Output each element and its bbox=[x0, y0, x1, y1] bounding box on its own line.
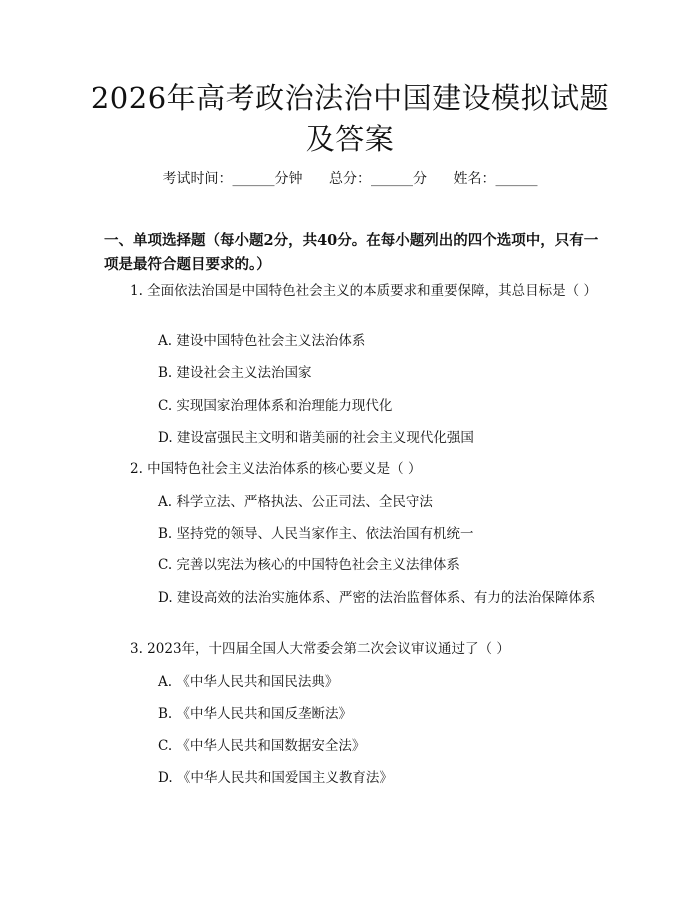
question-3-stem: 3. 2023年，十四届全国人大常委会第二次会议审议通过了（ ） bbox=[130, 641, 510, 657]
exam-meta bbox=[0, 168, 700, 188]
question-2-option-a: A. 科学立法、严格执法、公正司法、全民守法 bbox=[158, 494, 433, 510]
exam-name: 姓名：______ bbox=[453, 171, 538, 187]
question-3-option-a: A. 《中华人民共和国民法典》 bbox=[158, 674, 339, 690]
question-2-option-c: C. 完善以宪法为核心的中国特色社会主义法律体系 bbox=[158, 557, 460, 573]
question-1-option-c: C. 实现国家治理体系和治理能力现代化 bbox=[158, 398, 393, 414]
question-3-option-b: B. 《中华人民共和国反垄断法》 bbox=[158, 706, 353, 722]
question-2-option-b: B. 坚持党的领导、人民当家作主、依法治国有机统一 bbox=[158, 526, 474, 542]
question-1-option-b: B. 建设社会主义法治国家 bbox=[158, 365, 312, 381]
document-title: 2026年高考政治法治中国建设模拟试题及答案 bbox=[90, 81, 610, 156]
question-3-option-d: D. 《中华人民共和国爱国主义教育法》 bbox=[158, 770, 393, 786]
question-2-option-d: D. 建设高效的法治实施体系、严密的法治监督体系、有力的法治保障体系 bbox=[158, 590, 596, 606]
question-1-option-a: A. 建设中国特色社会主义法治体系 bbox=[158, 333, 366, 349]
question-1-option-d: D. 建设富强民主文明和谐美丽的社会主义现代化强国 bbox=[158, 430, 474, 446]
exam-time: 考试时间：______分钟 bbox=[162, 171, 303, 187]
section-heading: 一、单项选择题（每小题2分，共40分。在每小题列出的四个选项中，只有一项是最符合题目要求的。） bbox=[104, 232, 599, 273]
question-2-stem: 2. 中国特色社会主义法治体系的核心要义是（ ） bbox=[130, 461, 422, 477]
question-1-stem: 1. 全面依法治国是中国特色社会主义的本质要求和重要保障，其总目标是（ ） bbox=[130, 283, 597, 299]
exam-total-score: 总分：______分 bbox=[329, 171, 427, 187]
question-3-option-c: C. 《中华人民共和国数据安全法》 bbox=[158, 738, 366, 754]
